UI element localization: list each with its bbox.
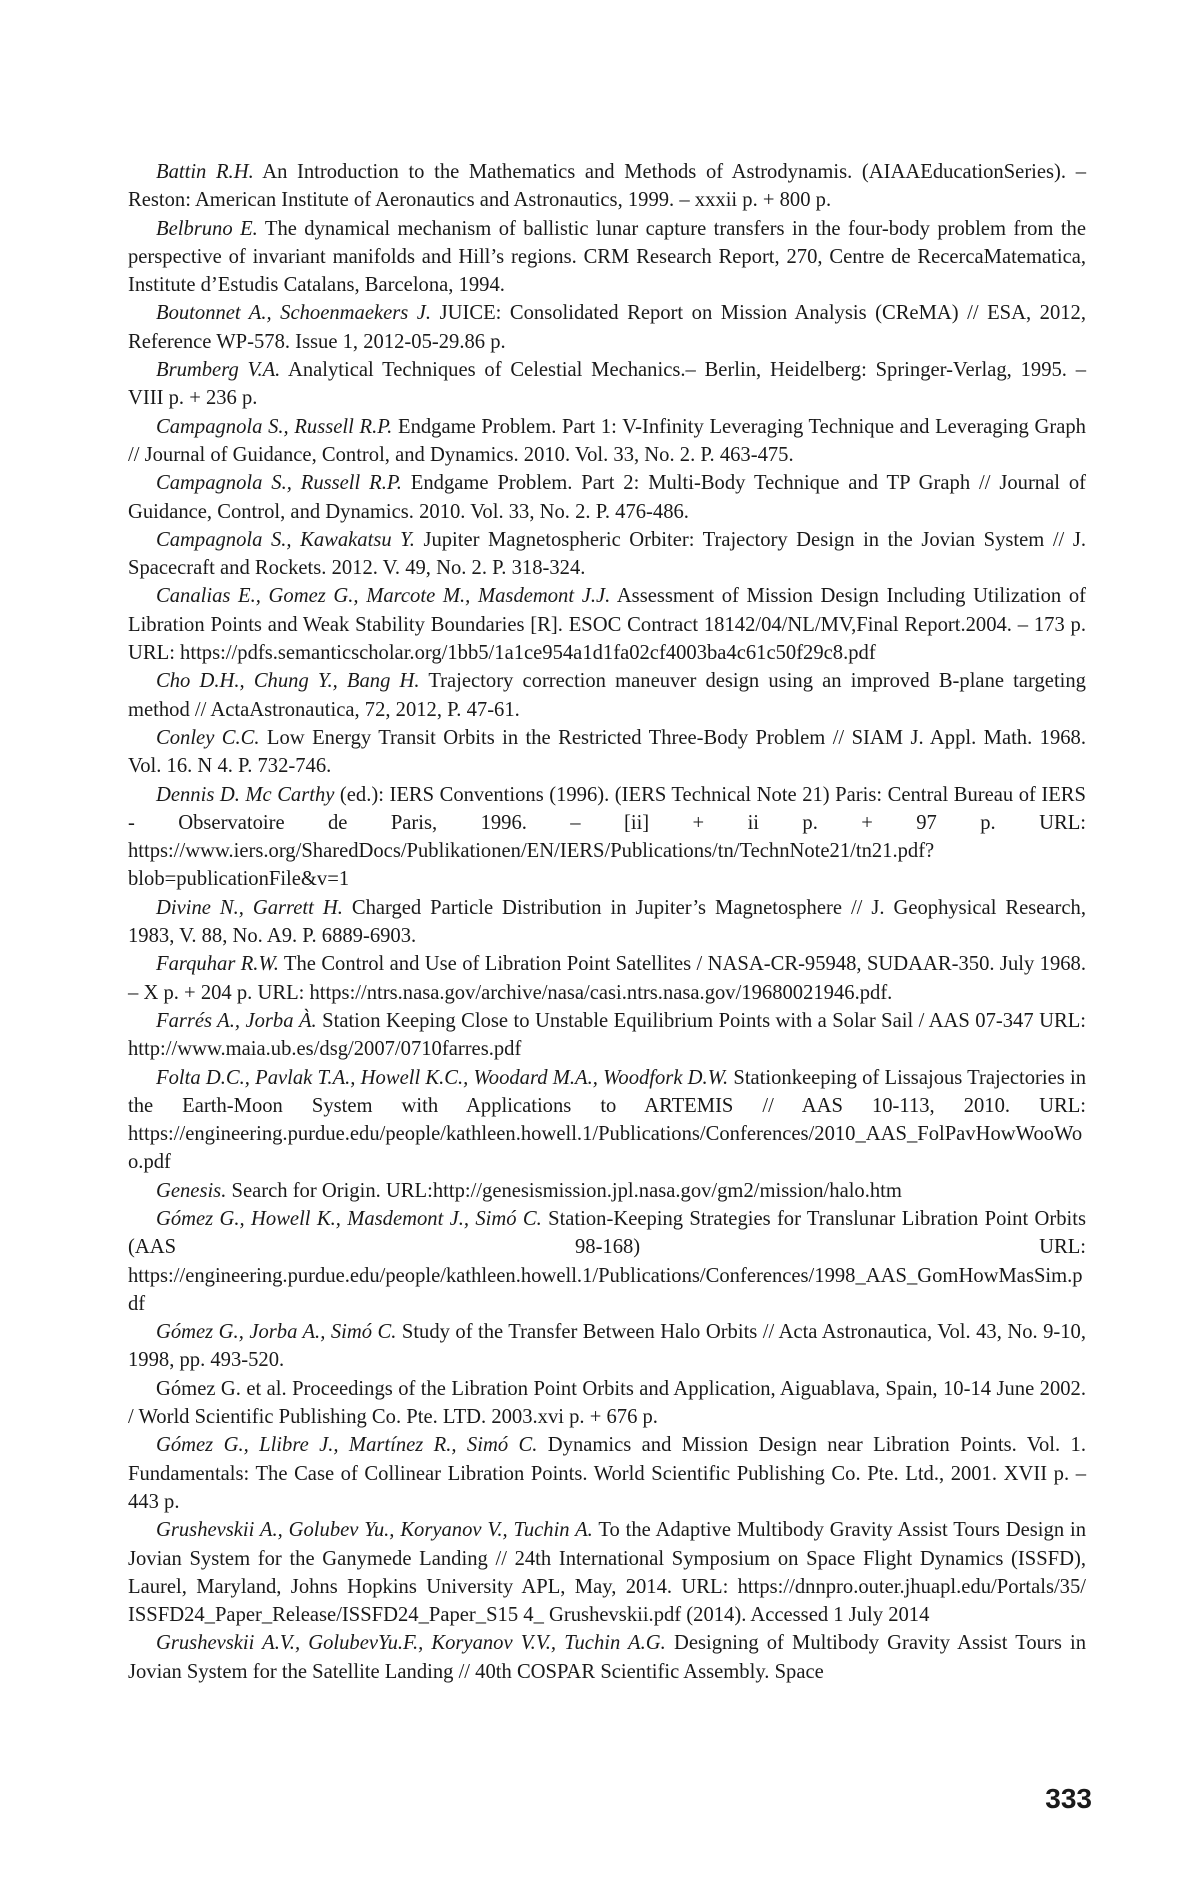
reference-authors: Divine N., Garrett H. (156, 897, 343, 919)
reference-authors: Genesis. (156, 1180, 226, 1202)
reference-entry (128, 950, 1086, 1007)
reference-entry (128, 413, 1086, 470)
reference-text: Trajectory correction maneuver design using an improved B-plane targeting method // ActaAstronautica, 72, 2012, P. 47-61. (128, 670, 1086, 720)
reference-authors: Battin R.H. (156, 161, 254, 183)
reference-text: Stationkeeping of Lissajous Trajectories in the Earth-Moon System with Applications to ARTEMIS // AAS 10-113, 2010. URL: https://engineering.purdue.edu/people/kathleen.howell.1/Publications/Conferences/2010_AAS_FolPavHowWooWoo.pdf (128, 1067, 1086, 1174)
reference-text: Analytical Techniques of Celestial Mechanics.– Berlin, Heidelberg: Springer-Verlag, 1995. – VIII p. + 236 p. (128, 359, 1086, 409)
reference-entry (128, 781, 1086, 894)
reference-entry (128, 469, 1086, 526)
reference-text: Study of the Transfer Between Halo Orbits // Acta Astronautica, Vol. 43, No. 9-10, 1998, pp. 493-520. (128, 1321, 1086, 1371)
reference-entry (128, 1318, 1086, 1375)
reference-text: Search for Origin. URL:http://genesismission.jpl.nasa.gov/gm2/mission/halo.htm (232, 1180, 902, 1202)
reference-authors: Dennis D. Mc Carthy (156, 784, 334, 806)
reference-text: Station-Keeping Strategies for Translunar Libration Point Orbits (AAS 98-168) URL: https://engineering.purdue.edu/people/kathleen.howell.1/Publications/Conferences/1998_AAS_GomHowMasSim.pdf (128, 1208, 1086, 1315)
reference-authors: Grushevskii A., Golubev Yu., Koryanov V., Tuchin A. (156, 1519, 593, 1541)
reference-text: The dynamical mechanism of ballistic lunar capture transfers in the four-body problem from the perspective of invariant manifolds and Hill’s regions. CRM Research Report, 270, Centre de RecercaMatematica, Institute d’Estudis Catalans, Barcelona, 1994. (128, 218, 1086, 297)
reference-authors: Campagnola S., Russell R.P. (156, 472, 402, 494)
reference-authors: Farquhar R.W. (156, 953, 279, 975)
reference-list (128, 158, 1086, 1686)
page-number: 333 (1045, 1783, 1092, 1815)
reference-entry (128, 667, 1086, 724)
reference-text: (ed.): IERS Conventions (1996). (IERS Technical Note 21) Paris: Central Bureau of IERS - Observatoire de Paris, 1996. – [ii] + ii p. + 97 p. URL: https://www.iers.org/SharedDocs/Publikationen/EN/IERS/Publications/tn/TechnNote21/tn21.pdf? blob=publicationFile&v=1 (128, 784, 1086, 891)
reference-entry (128, 299, 1086, 356)
reference-entry (128, 1007, 1086, 1064)
reference-entry (128, 1629, 1086, 1686)
reference-text: Endgame Problem. Part 2: Multi-Body Technique and TP Graph // Journal of Guidance, Control, and Dynamics. 2010. Vol. 33, No. 2. P. 476-486. (128, 472, 1086, 522)
reference-authors: Gómez G., Howell K., Masdemont J., Simó C. (156, 1208, 542, 1230)
reference-entry (128, 526, 1086, 583)
reference-authors: Grushevskii A.V., GolubevYu.F., Koryanov V.V., Tuchin A.G. (156, 1632, 666, 1654)
reference-text: Assessment of Mission Design Including Utilization of Libration Points and Weak Stability Boundaries [R]. ESOC Contract 18142/04/NL/MV,Final Report.2004. – 173 p. URL: https://pdfs.semanticscholar.org/1bb5/1a1ce954a1d1fa02cf4003ba4c61c50f29c8.pdf (128, 585, 1086, 664)
reference-authors: Belbruno E. (156, 218, 258, 240)
reference-entry (128, 1516, 1086, 1629)
reference-entry (128, 356, 1086, 413)
reference-text: To the Adaptive Multibody Gravity Assist Tours Design in Jovian System for the Ganymede Landing // 24th International Symposium on Space Flight Dynamics (ISSFD), Laurel, Maryland, Johns Hopkins University APL, May, 2014. URL: https://dnnpro.outer.jhuapl.edu/Portals/35/ ISSFD24_Paper_Release/ISSFD24_Paper_S15 4_ Grushevskii.pdf (2014). Accessed 1 July 2014 (128, 1519, 1086, 1626)
reference-authors: Farrés A., Jorba À. (156, 1010, 317, 1032)
reference-authors: Campagnola S., Russell R.P. (156, 416, 392, 438)
reference-text: Charged Particle Distribution in Jupiter’s Magnetosphere // J. Geophysical Research, 1983, V. 88, No. A9. P. 6889-6903. (128, 897, 1086, 947)
reference-text: Station Keeping Close to Unstable Equilibrium Points with a Solar Sail / AAS 07-347 URL: http://www.maia.ub.es/dsg/2007/0710farres.pdf (128, 1010, 1086, 1060)
reference-entry (128, 724, 1086, 781)
reference-text: Gómez G. et al. Proceedings of the Libration Point Orbits and Application, Aiguablava, Spain, 10-14 June 2002. / World Scientific Publishing Co. Pte. LTD. 2003.xvi p. + 676 p. (128, 1378, 1086, 1428)
reference-text: An Introduction to the Mathematics and Methods of Astrodynamis. (AIAAEducationSeries). – Reston: American Institute of Aeronautics and Astronautics, 1999. – xxxii p. + 800 p. (128, 161, 1086, 211)
reference-entry (128, 1431, 1086, 1516)
reference-entry (128, 1064, 1086, 1177)
reference-authors: Conley C.C. (156, 727, 260, 749)
reference-text: JUICE: Consolidated Report on Mission Analysis (CReMA) // ESA, 2012, Reference WP-578. Issue 1, 2012-05-29.86 p. (128, 302, 1086, 352)
reference-text: Endgame Problem. Part 1: V-Infinity Leveraging Technique and Leveraging Graph // Journal of Guidance, Control, and Dynamics. 2010. Vol. 33, No. 2. P. 463-475. (128, 416, 1086, 466)
reference-entry (128, 582, 1086, 667)
reference-authors: Gómez G., Llibre J., Martínez R., Simó C. (156, 1434, 537, 1456)
reference-text: Designing of Multibody Gravity Assist Tours in Jovian System for the Satellite Landing // 40th COSPAR Scientific Assembly. Space (128, 1632, 1086, 1682)
reference-text: The Control and Use of Libration Point Satellites / NASA-CR-95948, SUDAAR-350. July 1968. – X p. + 204 p. URL: https://ntrs.nasa.gov/archive/nasa/casi.ntrs.nasa.gov/19680021946.pdf. (128, 953, 1086, 1003)
reference-authors: Gómez G., Jorba A., Simó C. (156, 1321, 396, 1343)
reference-entry (128, 215, 1086, 300)
reference-authors: Boutonnet A., Schoenmaekers J. (156, 302, 431, 324)
reference-entry (128, 894, 1086, 951)
reference-text: Jupiter Magnetospheric Orbiter: Trajectory Design in the Jovian System // J. Spacecraft and Rockets. 2012. V. 49, No. 2. P. 318-324. (128, 529, 1086, 579)
reference-entry (128, 158, 1086, 215)
reference-entry (128, 1205, 1086, 1318)
reference-entry (128, 1177, 1086, 1205)
reference-authors: Cho D.H., Chung Y., Bang H. (156, 670, 420, 692)
reference-text: Low Energy Transit Orbits in the Restricted Three-Body Problem // SIAM J. Appl. Math. 1968. Vol. 16. N 4. P. 732-746. (128, 727, 1086, 777)
reference-authors: Canalias E., Gomez G., Marcote M., Masdemont J.J. (156, 585, 610, 607)
reference-text: Dynamics and Mission Design near Libration Points. Vol. 1. Fundamentals: The Case of Collinear Libration Points. World Scientific Publishing Co. Pte. Ltd., 2001. XVII p. – 443 p. (128, 1434, 1086, 1513)
reference-entry (128, 1375, 1086, 1432)
reference-authors: Folta D.C., Pavlak T.A., Howell K.C., Woodard M.A., Woodfork D.W. (156, 1067, 728, 1089)
reference-authors: Brumberg V.A. (156, 359, 280, 381)
reference-authors: Campagnola S., Kawakatsu Y. (156, 529, 415, 551)
